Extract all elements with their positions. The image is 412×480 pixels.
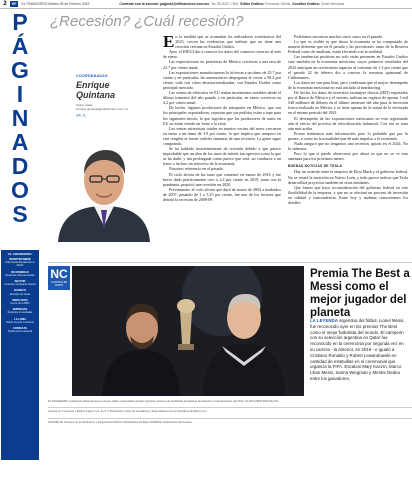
section-letter: I [16, 81, 24, 107]
article-headline: ¿Recesión? ¿Cuál recesión? [50, 13, 244, 30]
section-letter: N [11, 105, 29, 131]
editor-name: Fernando Vilchis [265, 2, 291, 6]
section-letter: A [11, 129, 29, 155]
author-email[interactable]: enrique.quintana@elfinanciero.com.mx [76, 107, 129, 111]
contact-line [119, 2, 344, 6]
index-item[interactable]: DE MONEDAS Reservas internacionales [5, 270, 35, 277]
subheading: BUENAS NOTICIAS DE TESLA [288, 164, 342, 169]
newspaper-logo-small: EF [12, 2, 17, 6]
section-letter: G [11, 57, 29, 83]
news-headline: Premia The Best a Messi como el mejor jugador del planeta [310, 268, 410, 319]
footer-distribution: NOROESTE: Noroeste de la Distribución y Equipamiento BAJÍO: Distribuidora del Bajío SURESTE: Distribuidora del Sureste [48, 418, 412, 424]
footer-printing: Impresa en: Impresora y Editora Infagon S.A. de C.V. Distribuidor: Unión de Voceadores y Expendedores de los Periódicos de México A.C. [48, 407, 412, 413]
author-contact: Opine usted: enrique.quintana@elfinanciero.com.mx [76, 103, 158, 111]
contact-phone: Tel. 55-5227-7600 [211, 2, 239, 6]
page-number: 2 [3, 1, 7, 7]
author-handle[interactable]: @E_Q_ [76, 113, 87, 117]
drop-cap: E [163, 32, 175, 51]
index-item[interactable]: BANXICO Decisión de tasas [9, 289, 31, 296]
article-column-2: Podríamos encontrar muchos otros casos en el pasado. Lo que es visible es que ahora la economía se ha comportado de manera diferente que en el pasado y las previsiones, tanto de la Reserva Federal como de analistas, están elevando con la realidad. Las tendencias positivas no solo están presentes en Estados Unidos sino también en la economía mexicana, cuyos primeros resultados del 2023 anticipan un crecimiento superior al consenso de 1.3 por ciento que el pasado 22 de febrero dio a conocer la encuesta quincenal de Citibanamex. Los datos no son para bien, pero confirman que el mayor desempeño de la economía mexicana no está anclado al nearshoring. De hecho, los datos de inversión extranjera directa (IED) reportados por el Banco de México y el viernes, indican un registro de apenas 1 mil 548 millones de dólares en el último trimestre del año para la inversión fresca realizada en México y se tiene apenas de la mitad de la efectuada en el mismo periodo del 2021. El desempeño de las exportaciones mexicanas no está registrando aún el efecto del proceso de relocalización industrial. Con ese se trata aún más arriba. Pronto tendremos más información, pero lo probable que por lo pronto, a como en la actualidad que de más impulso a la economía. Nada asegura que no tengamos una recesión, quizás en el 2024. No lo sabemos. Pero lo que sí puede observarse por ahora es que no se ve esta amenaza para los próximos meses. BUENAS NOTICIAS DE TESLA Hay un acuerdo entre la empresa de Elon Musk y el gobierno federal. No se vetará la inversión en Nuevo León, y todo parece indicar que Tesla desarrollará proyectos también en otras entidades. Que bueno que haya reconsideración del gobierno federal en este flexibilidad de la empresa, y que no se afectará un proceso de inversión en calidad y trascendencia. Entre hoy y mañana conoceremos los detalles. [288, 34, 408, 205]
news-body: LA LEYENDA argentina del fútbol, Lionel Messi, fue reconocido ayer en los premios The Best como el mejor futbolista del mundo. El campeón con su selección argentina en Qatar fue reconocido en la ceremonia por segunda vez en su carrera - la anterior, en 2019 - e igualó a Cristiano Ronaldo y Robert Lewandowski en cantidad de estatuillas en el ceremonial que organiza la FIFA. Escaloni Mary Kaczm, Marco Lilian Messi, Sarina Wiegman y Mestre Dedeu entre los ganadores. [310, 318, 405, 381]
author-block [48, 38, 158, 117]
section-letter: Á [11, 33, 29, 59]
section-divider [48, 262, 412, 263]
section-letter: S [12, 201, 28, 227]
section-sidebar [0, 10, 40, 480]
index-strip [1, 250, 39, 460]
messi-award-photo [72, 266, 304, 396]
news-brief-badge: NC [48, 266, 70, 290]
editor-label: Editor Gráfico: [240, 2, 265, 6]
article-column-1: En la medida que se acumulan los indicadores económicos del 2023, crecen las evidencias que indican que no tiene una recesión cercana en Estados Unidos. Ayer, el INEGI dio a conocer los datos del comercio exterior al mes de enero. Las exportaciones no petroleras de México crecieron a una tasa de 22.7 por ciento anual. Las exportaciones manufactureras lo hicieron a un ritmo de 25.7 por ciento y en particular, las automotrices despegaron al crecer a 58.2 por ciento, todo con cifras desestacionalizadas, con Estados Unidos como principal mercado. Las ventas de vehículos en EU tenían incrementos notables desde el último trimestre del año pasado y en particular, en enero crecieron en 4.2 por ciento anual. De hecho, algunos productores de autopartes en México, que son los principales exportadores, reportan que sus pedidos están a tope para los siguientes meses, lo que significa que los productores de autos en EU no están viendo un freno a la vista. Las ventas minoristas totales en nuestro vecino del norte crecieron en enero a un ritmo de 3.9 por ciento, lo que implica que tampoco en este renglón se hacen visibles síntomas de una recesión. La gente sigue comprando. Se ha hablado insistentemente de recesión debido a que parece improbable que un alza de las tasas de interés tan agresiva como la que se ha dado, y tan prolongada como parece que será, no conduzca a un freno o incluso un retroceso de la economía. Nosotros referencio en el pasado. El ciclo alcista de las tasas que comenzó en marzo de 2016 y fue breve dado prácticamente cero a 2.4 por ciento en 2019, junto con la pandemia, propició una recesión en 2020. Previamente, el ciclo alcista que duró de marzo de 2004 a mediados de 2007, pasando de 1 a 5.25 por ciento, fue uno de los factores que detonó la recesión de 2008-09. [163, 32, 281, 202]
index-item[interactable]: LA LOMA Sobre el peso mexicano [6, 317, 34, 324]
author-photo [50, 130, 158, 242]
contact-email[interactable]: Comente con la sección: pagina2@elfinanciero.com.mx [119, 2, 210, 6]
news-lead: LA LEYENDA [310, 318, 338, 323]
column-label: COORDENADAS [76, 74, 108, 78]
index-item[interactable]: MERCADOS Cierre de la BMV [10, 298, 30, 306]
section-letter: D [11, 153, 29, 179]
section-letter: O [11, 177, 29, 203]
footer-imprint: EL FINANCIERO, publicación diaria de lunes a viernes. Editor responsable: Enrique Quintana. Número de Certificado de Reserva de Derechos al Uso Exclusivo del Título: 04-2014-080413181400-101. [48, 400, 279, 403]
issue-date: EL FINANCIERO Martes 28 de Febrero 2023 [21, 2, 90, 6]
news-brief-label: LA NOTICIA EN CORTO [50, 282, 68, 287]
index-item[interactable]: EMPRESAS Reportes trimestrales [7, 308, 33, 315]
index-item[interactable]: INCERTIDUMBRE Pide Hacienda atender el déficit [5, 258, 35, 268]
page-footer [48, 400, 412, 424]
coeditor-label: Coeditor Gráfico: [292, 2, 320, 6]
index-brand: EL FINANCIERO [8, 252, 32, 256]
index-item[interactable]: SECTOR Inversión extranjera directa [4, 280, 36, 287]
author-name: Enrique Quintana [76, 80, 116, 100]
index-item[interactable]: CONSULTA Suplemento especial [7, 327, 33, 334]
coeditor-name: Zuriel Mendoza [320, 2, 345, 6]
section-letter: P [12, 9, 28, 35]
top-bar [0, 0, 412, 9]
section-title-vertical [2, 10, 38, 226]
